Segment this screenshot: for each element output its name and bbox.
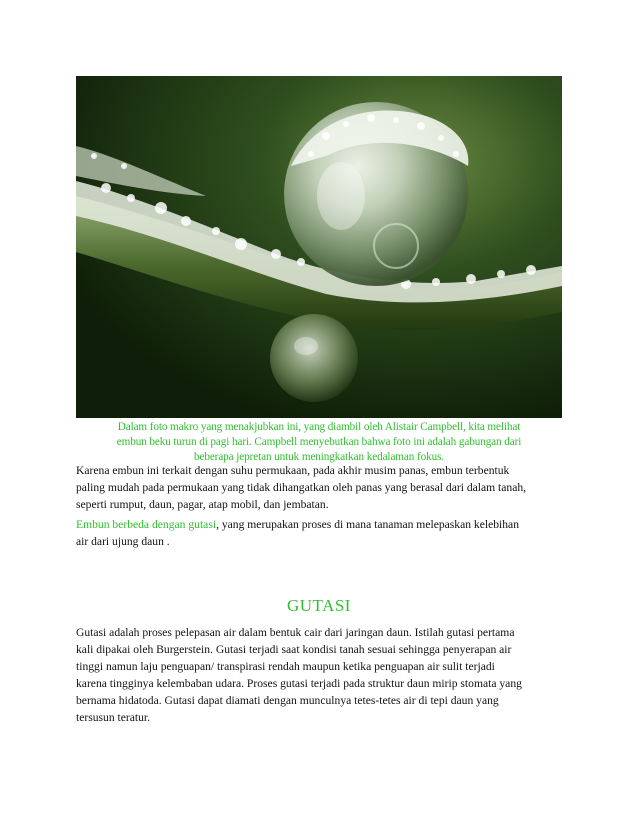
paragraph-line: [76, 516, 566, 533]
section-heading: GUTASI: [287, 596, 351, 615]
paragraph-line: tersusun teratur.: [76, 711, 151, 724]
paragraph-line: karena tingginya kelembaban udara. Proses gutasi terjadi pada struktur daun mirip stomata yang: [76, 677, 522, 690]
caption-line: embun beku turun di pagi hari. Campbell menyebutkan bahwa foto ini adalah gabungan dari: [116, 436, 522, 448]
paragraph-line: tinggi namun laju penguapan/ transpirasi rendah maupun ketika penguapan air sulit terjadi: [76, 660, 495, 673]
paragraph-dew-vs-guttation: [76, 516, 566, 550]
paragraph-guttation: [76, 624, 566, 726]
paragraph-line: kali dipakai oleh Burgerstein. Gutasi terjadi saat kondisi tanah sesuai sehingga penyerapan air: [76, 643, 512, 656]
caption-line: Dalam foto makro yang menakjubkan ini, yang diambil oleh Alistair Campbell, kita melihat: [117, 421, 521, 433]
caption-line: beberapa jepretan untuk meningkatkan kedalaman fokus.: [193, 451, 445, 463]
paragraph-line: paling mudah pada permukaan yang tidak dihangatkan oleh panas yang berasal dari dalam tanah,: [76, 481, 527, 494]
paragraph-line: Karena embun ini terkait dengan suhu permukaan, pada akhir musim panas, embun terbentuk: [76, 464, 510, 477]
highlighted-phrase: Embun berbeda dengan gutasi: [76, 518, 217, 531]
paragraph-dew-surface: [76, 462, 566, 513]
frost-dew-macro-photo: [76, 76, 562, 418]
photo-caption: [76, 420, 562, 465]
paragraph-line: Gutasi adalah proses pelepasan air dalam bentuk cair dari jaringan daun. Istilah gutasi pertama: [76, 626, 515, 639]
photo-illustration: [76, 76, 562, 418]
paragraph-text: , yang merupakan proses di mana tanaman melepaskan kelebihan: [216, 518, 520, 531]
paragraph-line: air dari ujung daun .: [76, 535, 170, 548]
paragraph-line: seperti rumput, daun, pagar, atap mobil, dan jembatan.: [76, 498, 329, 511]
paragraph-line: bernama hidatoda. Gutasi dapat diamati dengan munculnya tetes-tetes air di tepi daun yang: [76, 694, 499, 707]
